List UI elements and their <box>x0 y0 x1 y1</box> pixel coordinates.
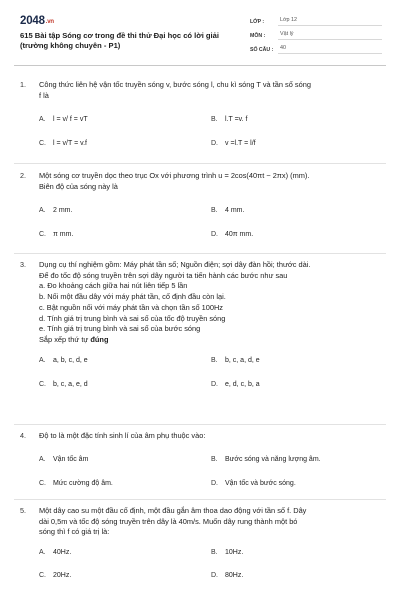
option-text: b, c, a, d, e <box>225 356 260 364</box>
question-divider <box>14 499 386 500</box>
question-line: Công thức liên hệ vận tốc truyền sóng v, bước sóng l, chu kì sóng T và tần số sóng <box>39 80 311 89</box>
option-text: 80Hz. <box>225 572 244 580</box>
question-divider <box>14 253 386 254</box>
option-b[interactable] <box>211 455 321 464</box>
question-divider <box>14 163 386 164</box>
order-emphasis: đúng <box>90 335 109 345</box>
answer-options <box>39 455 382 499</box>
page-header <box>20 14 382 60</box>
meta-row-subject <box>250 28 382 40</box>
document-meta <box>250 14 382 56</box>
option-text: 2 mm. <box>53 207 73 215</box>
option-text: v =l.T = l/f <box>225 140 256 148</box>
order-prefix: Sắp xếp thứ tự <box>39 335 91 345</box>
option-b[interactable] <box>211 206 244 215</box>
option-text: Bước sóng và năng lượng âm. <box>225 455 321 463</box>
option-letter: A. <box>39 356 46 364</box>
option-letter: D. <box>211 231 218 239</box>
option-a[interactable] <box>39 455 88 464</box>
question-line: Một dây cao su một đầu cố định, một đầu gắn âm thoa dao động với tần số f. Dây <box>39 506 307 515</box>
option-text: l = v/ f = vT <box>53 116 88 124</box>
option-text: 40π mm. <box>225 231 254 239</box>
question-text <box>39 80 382 101</box>
option-text: l = v/T = v.f <box>53 140 87 148</box>
question-4 <box>20 431 382 499</box>
option-text: Mức cường độ âm. <box>53 479 113 487</box>
meta-key: SỐ CÂU : <box>250 46 274 53</box>
question-line: c. Bật nguồn nối với máy phát tần và chọn tần số 100Hz <box>39 302 223 312</box>
question-text <box>39 506 382 538</box>
header-divider <box>14 65 386 66</box>
question-3 <box>20 260 382 400</box>
question-line: Một sóng cơ truyền dọc theo trục Ox với phương trình u = 2cos(40πt − 2πx) (mm). <box>39 171 310 180</box>
meta-value: Vật lý <box>278 31 382 40</box>
answer-options <box>39 548 382 588</box>
question-line: Biên độ của sóng này là <box>39 181 118 191</box>
meta-row-class <box>250 14 382 26</box>
option-letter: C. <box>39 572 46 580</box>
option-letter: B. <box>211 455 218 463</box>
option-a[interactable] <box>39 548 71 557</box>
option-letter: B. <box>211 116 218 124</box>
logo-text: 2048 <box>20 15 45 27</box>
document-title <box>20 31 230 52</box>
question-line-order <box>39 335 382 346</box>
question-number: 3. <box>20 260 26 269</box>
meta-value: 40 <box>278 45 382 54</box>
option-letter: C. <box>39 140 46 148</box>
question-number: 2. <box>20 171 26 180</box>
option-c[interactable] <box>39 139 87 148</box>
question-number: 5. <box>20 506 26 515</box>
question-line: e. Tính giá trị trung bình và sai số của bước sóng <box>39 324 201 334</box>
question-line: Độ to là một đặc tính sinh lí của âm phụ thuộc vào: <box>39 431 206 440</box>
option-text: π mm. <box>53 231 74 239</box>
meta-key: MÔN : <box>250 32 266 39</box>
option-letter: A. <box>39 455 46 463</box>
option-letter: C. <box>39 479 46 487</box>
option-letter: B. <box>211 207 218 215</box>
site-logo[interactable] <box>20 14 54 30</box>
option-letter: A. <box>39 207 46 215</box>
option-letter: D. <box>211 380 218 388</box>
option-letter: A. <box>39 116 46 124</box>
option-text: e, d, c, b, a <box>225 380 260 388</box>
meta-row-count <box>250 42 382 54</box>
option-c[interactable] <box>39 479 113 488</box>
question-line: b. Nối một đầu dây với máy phát tần, cố định đầu còn lại. <box>39 292 226 302</box>
option-text: Vận tốc âm <box>53 455 89 463</box>
option-letter: A. <box>39 549 46 557</box>
question-2 <box>20 171 382 250</box>
option-a[interactable] <box>39 206 72 215</box>
option-letter: D. <box>211 572 218 580</box>
option-text: 4 mm. <box>225 207 245 215</box>
option-text: l.T =v. f <box>225 116 248 124</box>
option-a[interactable] <box>39 115 88 124</box>
logo-suffix: .vn <box>45 19 54 25</box>
option-d[interactable] <box>211 571 243 580</box>
option-b[interactable] <box>211 356 260 365</box>
option-letter: B. <box>211 549 218 557</box>
meta-key: LỚP : <box>250 18 265 25</box>
question-text <box>39 260 382 346</box>
question-number: 4. <box>20 431 26 440</box>
option-c[interactable] <box>39 571 71 580</box>
question-line: Dụng cụ thí nghiệm gồm: Máy phát tần số; Nguồn điện; sợi dây đàn hồi; thước dài. <box>39 260 311 269</box>
question-line: a. Đo khoảng cách giữa hai nút liên tiếp 5 lần <box>39 281 188 291</box>
option-d[interactable] <box>211 230 253 239</box>
question-line: Để đo tốc độ sóng truyền trên sợi dây người ta tiến hành các bước như sau <box>39 270 288 280</box>
meta-value: Lớp 12 <box>278 17 382 26</box>
answer-options <box>39 115 382 159</box>
option-b[interactable] <box>211 115 248 124</box>
question-number: 1. <box>20 80 26 89</box>
document-title-line-2: (trường không chuyên - P1) <box>20 41 121 51</box>
option-letter: D. <box>211 479 218 487</box>
option-a[interactable] <box>39 356 88 365</box>
question-divider <box>14 424 386 425</box>
question-line: f là <box>39 90 49 100</box>
option-letter: B. <box>211 356 218 364</box>
answer-options <box>39 356 382 400</box>
option-text: Vận tốc và bước sóng. <box>225 479 296 487</box>
option-text: 40Hz. <box>53 549 72 557</box>
option-b[interactable] <box>211 548 243 557</box>
option-text: 20Hz. <box>53 572 72 580</box>
answer-options <box>39 206 382 250</box>
question-text <box>39 171 382 192</box>
option-c[interactable] <box>39 230 73 239</box>
option-d[interactable] <box>211 380 260 389</box>
option-text: b, c, a, e, d <box>53 380 88 388</box>
option-letter: C. <box>39 380 46 388</box>
option-text: a, b, c, d, e <box>53 356 88 364</box>
option-c[interactable] <box>39 380 88 389</box>
option-text: 10Hz. <box>225 549 244 557</box>
question-line: sóng thì f có giá trị là: <box>39 527 110 537</box>
question-line: dài 0,5m và tốc độ sóng truyền trên dây là 40m/s. Muốn dây rung thành một bó <box>39 516 298 526</box>
option-d[interactable] <box>211 139 256 148</box>
document-title-line-1: 615 Bài tập Sóng cơ trong đề thi thử Đại học có lời giải <box>20 31 219 40</box>
question-text <box>39 431 382 442</box>
question-line: d. Tính giá trị trung bình và sai số của tốc độ truyền sóng <box>39 313 226 323</box>
question-1 <box>20 80 382 159</box>
option-d[interactable] <box>211 479 296 488</box>
option-letter: D. <box>211 140 218 148</box>
option-letter: C. <box>39 231 46 239</box>
question-5 <box>20 506 382 588</box>
